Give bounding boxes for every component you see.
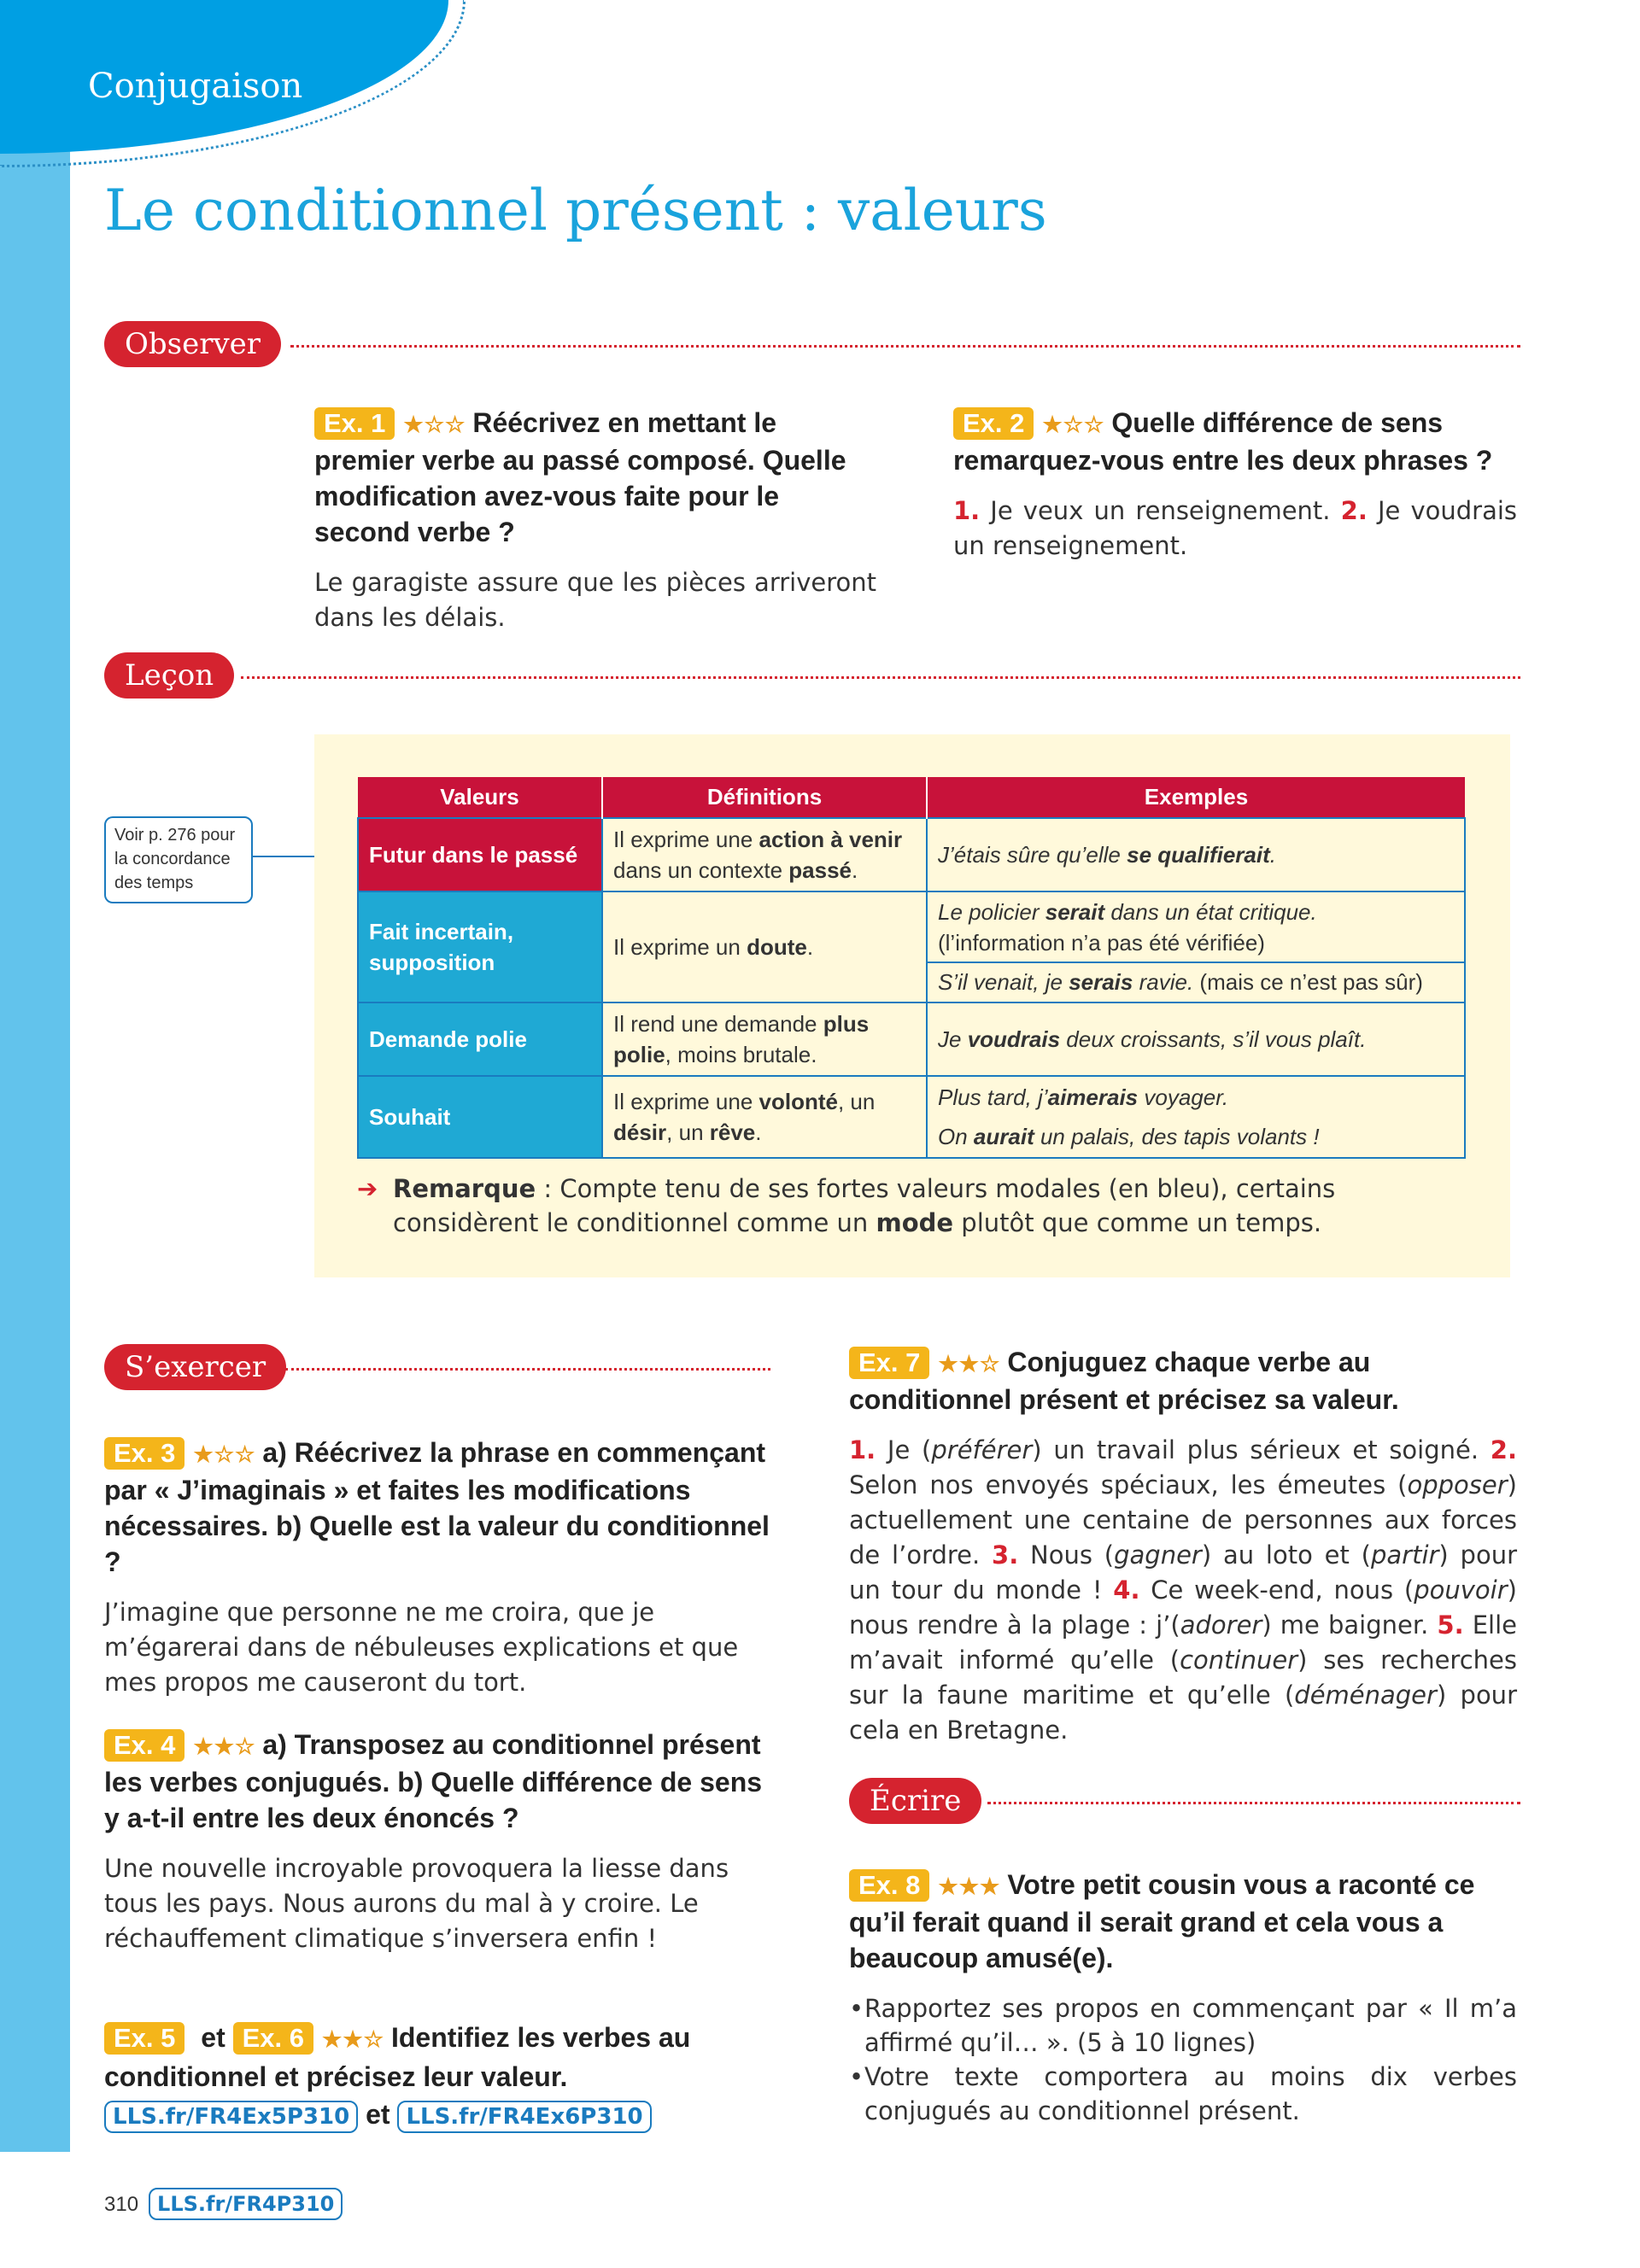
- list-item: • Votre texte comportera au moins dix verbes conjugués au conditionnel présent.: [849, 2060, 1517, 2128]
- exercise-title: [849, 1344, 1517, 1418]
- page-number: 310: [104, 2193, 139, 2216]
- value-cell: Souhait: [358, 1076, 602, 1158]
- exercise-text: Une nouvelle incroyable provoquera la liesse dans tous les pays. Nous aurons du mal à y croire. Le réchauffement climatique s’inversera enfin !: [104, 1854, 729, 1953]
- table-header-row: [358, 777, 1465, 818]
- exercise-text: J’imagine que personne ne me croira, que je m’égarerai dans de nébuleuses explications et que mes propos me causeront du tort.: [104, 1598, 739, 1697]
- exercise-badge: Ex. 7: [849, 1347, 929, 1379]
- instruction-list: [849, 1991, 1517, 2128]
- page-footer: [104, 2188, 343, 2220]
- difficulty-stars-icon: ★★☆: [938, 1351, 1001, 1377]
- exercise-badge: Ex. 3: [104, 1437, 184, 1470]
- difficulty-stars-icon: ★☆☆: [403, 412, 466, 437]
- exercise-instruction: Réécrivez en mettant le premier verbe au passé composé. Quelle modification avez-vous faite pour le second verbe ?: [314, 407, 846, 547]
- exercise-title: [849, 1867, 1517, 1976]
- example-cell: J’étais sûre qu’elle se qualifierait.: [927, 818, 1465, 891]
- difficulty-stars-icon: ★☆☆: [1042, 412, 1105, 437]
- section-observer: Observer: [104, 321, 281, 367]
- exercise-instruction: a) Transposez au conditionnel présent les verbes conjugués. b) Quelle différence de sens y a-t-il entre les deux énoncés ?: [104, 1729, 763, 1833]
- section-divider: [290, 345, 1520, 348]
- section-lecon: Leçon: [104, 652, 234, 699]
- section-ecrire: Écrire: [849, 1778, 981, 1824]
- exercise-title: [104, 1435, 770, 1580]
- value-cell: Demande polie: [358, 1002, 602, 1076]
- exercise-4: [104, 1727, 770, 1956]
- arrow-right-icon: ➔: [357, 1174, 378, 1203]
- table-row: [358, 1002, 1465, 1076]
- exercise-title: [953, 405, 1517, 478]
- list-item: • Rapportez ses propos en commençant par « Il m’a affirmé qu’il… ». (5 à 10 lignes): [849, 1991, 1517, 2060]
- exercise-6-link[interactable]: LLS.fr/FR4Ex6P310: [397, 2101, 651, 2133]
- table-row: [358, 818, 1465, 891]
- lesson-table: [357, 777, 1466, 1159]
- column-header: Valeurs: [358, 777, 602, 818]
- difficulty-stars-icon: ★★☆: [322, 2026, 384, 2052]
- exercise-5-6: [104, 2019, 770, 2133]
- remark-label: Remarque: [393, 1174, 536, 1203]
- section-divider: [241, 676, 1520, 679]
- example-cell: Je voudrais deux croissants, s’il vous plaît.: [927, 1002, 1465, 1076]
- column-header: Exemples: [927, 777, 1465, 818]
- exercise-text: 1. Je (préférer) un travail plus sérieux et soigné. 2. Selon nos envoyés spéciaux, les émeutes (opposer) actuellement une centaine de personnes aux forces de l’ordre. 3. Nous (gagner) au loto et (partir) pour un tour du monde ! 4. Ce week-end, nous (pouvoir) nous rendre à la plage : j’(adorer) me baigner. 5. Elle m’avait informé qu’elle (continuer) ses recherches sur la faune maritime et qu’elle (déménager) pour cela en Bretagne.: [849, 1435, 1518, 1745]
- exercise-badge: Ex. 4: [104, 1729, 184, 1762]
- exercise-instruction: Quelle différence de sens remarquez-vous entre les deux phrases ?: [953, 407, 1493, 476]
- lesson-remark: ➔ Remarque : Compte tenu de ses fortes valeurs modales (en bleu), certains considèrent le conditionnel comme un mode plutôt que comme un temps.: [357, 1172, 1467, 1240]
- exercise-title: [314, 405, 876, 550]
- sentence: Je veux un renseignement.: [980, 496, 1341, 525]
- value-cell: Futur dans le passé: [358, 818, 602, 891]
- exercise-instruction: a) Réécrivez la phrase en commençant par « J’imaginais » et faites les modifications nécessaires. b) Quelle est la valeur du conditionnel ?: [104, 1437, 770, 1577]
- example-cell: Plus tard, j’aimerais voyager. On aurait un palais, des tapis volants !: [927, 1076, 1465, 1158]
- definition-cell: Il exprime une volonté, un désir, un rêve.: [602, 1076, 927, 1158]
- exercise-1: [314, 405, 876, 635]
- exercise-badge: Ex. 8: [849, 1869, 929, 1902]
- exercise-instruction: Conjuguez chaque verbe au conditionnel présent et précisez sa valeur.: [849, 1347, 1399, 1415]
- item-number: 2.: [1340, 496, 1368, 525]
- note-connector: [253, 856, 314, 857]
- column-header: Définitions: [602, 777, 927, 818]
- definition-cell: Il exprime un doute.: [602, 891, 927, 1002]
- item-number: 1.: [953, 496, 981, 525]
- exercise-7: [849, 1344, 1517, 1748]
- exercise-2: [953, 405, 1517, 564]
- exercise-badge: Ex. 5: [104, 2022, 184, 2055]
- exercise-badge: Ex. 2: [953, 407, 1034, 440]
- section-divider: [987, 1802, 1520, 1804]
- value-cell: Fait incertain, supposition: [358, 891, 602, 1002]
- section-sexercer: S’exercer: [104, 1344, 286, 1390]
- example-cell: Le policier serait dans un état critique. (l’information n’a pas été vérifiée) S’il venait, je serais ravie. (mais ce n’est pas sûr): [927, 891, 1465, 1002]
- difficulty-stars-icon: ★☆☆: [193, 1441, 256, 1467]
- exercise-text: Le garagiste assure que les pièces arriveront dans les délais.: [314, 568, 876, 632]
- definition-cell: Il rend une demande plus polie, moins brutale.: [602, 1002, 927, 1076]
- cross-reference-note: Voir p. 276 pour la concordance des temps: [104, 816, 253, 903]
- side-color-band: [0, 0, 70, 2152]
- exercise-text: [953, 494, 1517, 564]
- exercise-8: [849, 1867, 1517, 2128]
- table-row: [358, 891, 1465, 1002]
- sentence: Je voudrais un renseignement.: [953, 496, 1517, 560]
- definition-cell: Il exprime une action à venir dans un contexte passé.: [602, 818, 927, 891]
- chapter-label: Conjugaison: [88, 67, 303, 106]
- exercise-title: [104, 1727, 770, 1836]
- exercise-instruction: Identifiez les verbes au conditionnel et précisez leur valeur.: [104, 2022, 691, 2092]
- difficulty-stars-icon: ★★☆: [193, 1733, 256, 1759]
- exercise-badge: Ex. 6: [233, 2022, 313, 2055]
- page-link[interactable]: LLS.fr/FR4P310: [149, 2188, 343, 2220]
- exercise-3: [104, 1435, 770, 1700]
- exercise-badge: Ex. 1: [314, 407, 395, 440]
- difficulty-stars-icon: ★★★: [938, 1873, 1001, 1899]
- page-title: Le conditionnel présent : valeurs: [104, 178, 1047, 243]
- section-divider: [285, 1368, 770, 1371]
- table-row: [358, 1076, 1465, 1158]
- exercise-5-link[interactable]: LLS.fr/FR4Ex5P310: [104, 2101, 358, 2133]
- exercise-title: Ex. 5 et Ex. 6 ★★☆ Identifiez les verbes au conditionnel et précisez leur valeur. LLS.fr/FR4Ex5P310 et LLS.fr/FR4Ex6P310: [104, 2019, 770, 2133]
- exercise-instruction: Votre petit cousin vous a raconté ce qu’il ferait quand il serait grand et cela vous a beaucoup amusé(e).: [849, 1869, 1475, 1973]
